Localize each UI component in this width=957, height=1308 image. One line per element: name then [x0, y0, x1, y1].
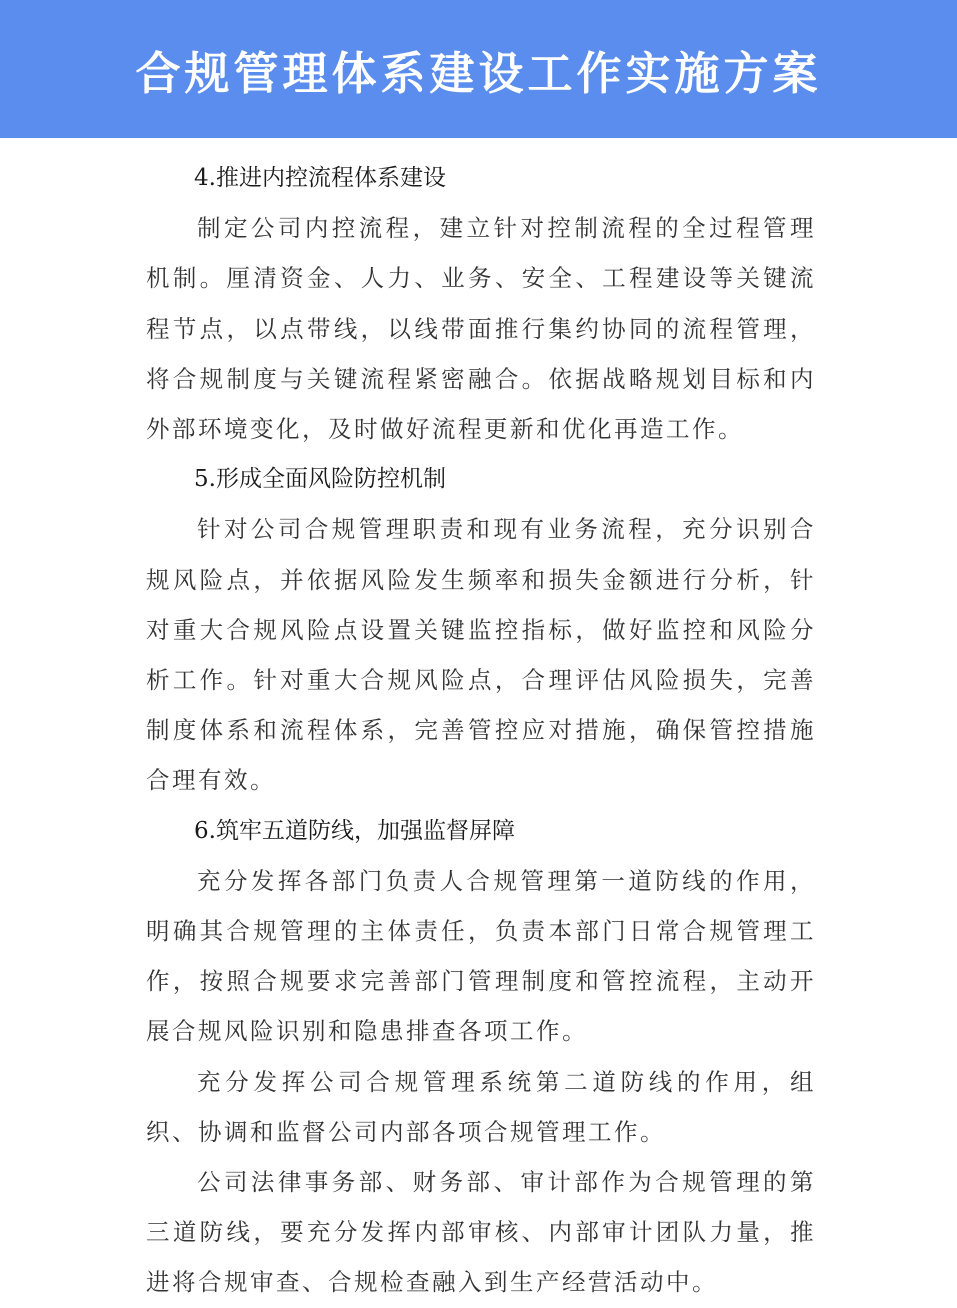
paragraph: 充分发挥公司合规管理系统第二道防线的作用，组织、协调和监督公司内部各项合规管理工作。 — [146, 1067, 816, 1146]
paragraph: 公司法律事务部、财务部、审计部作为合规管理的第三道防线，要充分发挥内部审核、内部审计团队力量，推进将合规审查、合规检查融入到生产经营活动中。 — [146, 1168, 816, 1297]
document-body — [146, 153, 816, 1308]
paragraph: 充分发挥各部门负责人合规管理第一道防线的作用，明确其合规管理的主体责任，负责本部门日常合规管理工作，按照合规要求完善部门管理制度和管控流程，主动开展合规风险识别和隐患排查各项工作。 — [146, 866, 816, 1046]
section-4 — [146, 153, 816, 454]
section-heading: 4.推进内控流程体系建设 — [194, 165, 446, 191]
header-banner — [0, 0, 957, 138]
page-title: 合规管理体系建设工作实施方案 — [135, 46, 822, 100]
paragraph: 制定公司内控流程，建立针对控制流程的全过程管理机制。厘清资金、人力、业务、安全、工程建设等关键流程节点，以点带线，以线带面推行集约协同的流程管理，将合规制度与关键流程紧密融合。依据战略规划目标和内外部环境变化，及时做好流程更新和优化再造工作。 — [146, 214, 816, 444]
section-heading: 6.筑牢五道防线，加强监督屏障 — [194, 817, 515, 844]
paragraph: 针对公司合规管理职责和现有业务流程，充分识别合规风险点，并依据风险发生频率和损失金额进行分析，针对重大合规风险点设置关键监控指标，做好监控和风险分析工作。针对重大合规风险点，合理评估风险损失，完善制度体系和流程体系，完善管控应对措施，确保管控措施合理有效。 — [146, 515, 816, 795]
section-heading: 5.形成全面风险防控机制 — [194, 466, 446, 493]
section-5 — [146, 454, 816, 805]
section-6 — [146, 806, 816, 1308]
